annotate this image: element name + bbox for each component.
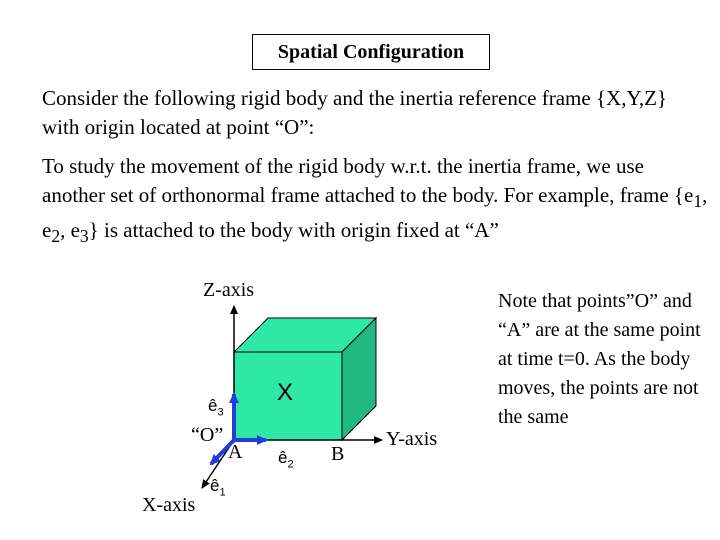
side-note: Note that points”O” and “A” are at the same point at time t=0. As the body moves, the points are not the same [498,290,701,428]
intro-paragraph: Consider the following rigid body and the inertia reference frame {X,Y,Z} with origin located at point “O”: [42,86,668,139]
z-axis-label: Z-axis [203,279,255,301]
body-frame-paragraph: To study the movement of the rigid body w.r.t. the inertia frame, we use another set of orthonormal frame attached to the body. For example, frame {$e_1$, $e_2$, $e_3$} is attached to the body with origin fixed at “A” [42,154,708,247]
e2-label: $ê_2$ [278,448,294,471]
slide-title: Spatial Configuration [252,34,490,70]
point-a-label: A [228,441,243,463]
point-b-label: B [331,443,345,465]
e3-label: $ê_3$ [208,396,224,419]
origin-o-label: “O” [191,424,224,446]
cube-x-label: X [277,379,294,406]
x-axis-label: X-axis [142,494,196,516]
y-axis-label: Y-axis [386,428,438,450]
e1-label: $ê_1$ [210,476,226,499]
